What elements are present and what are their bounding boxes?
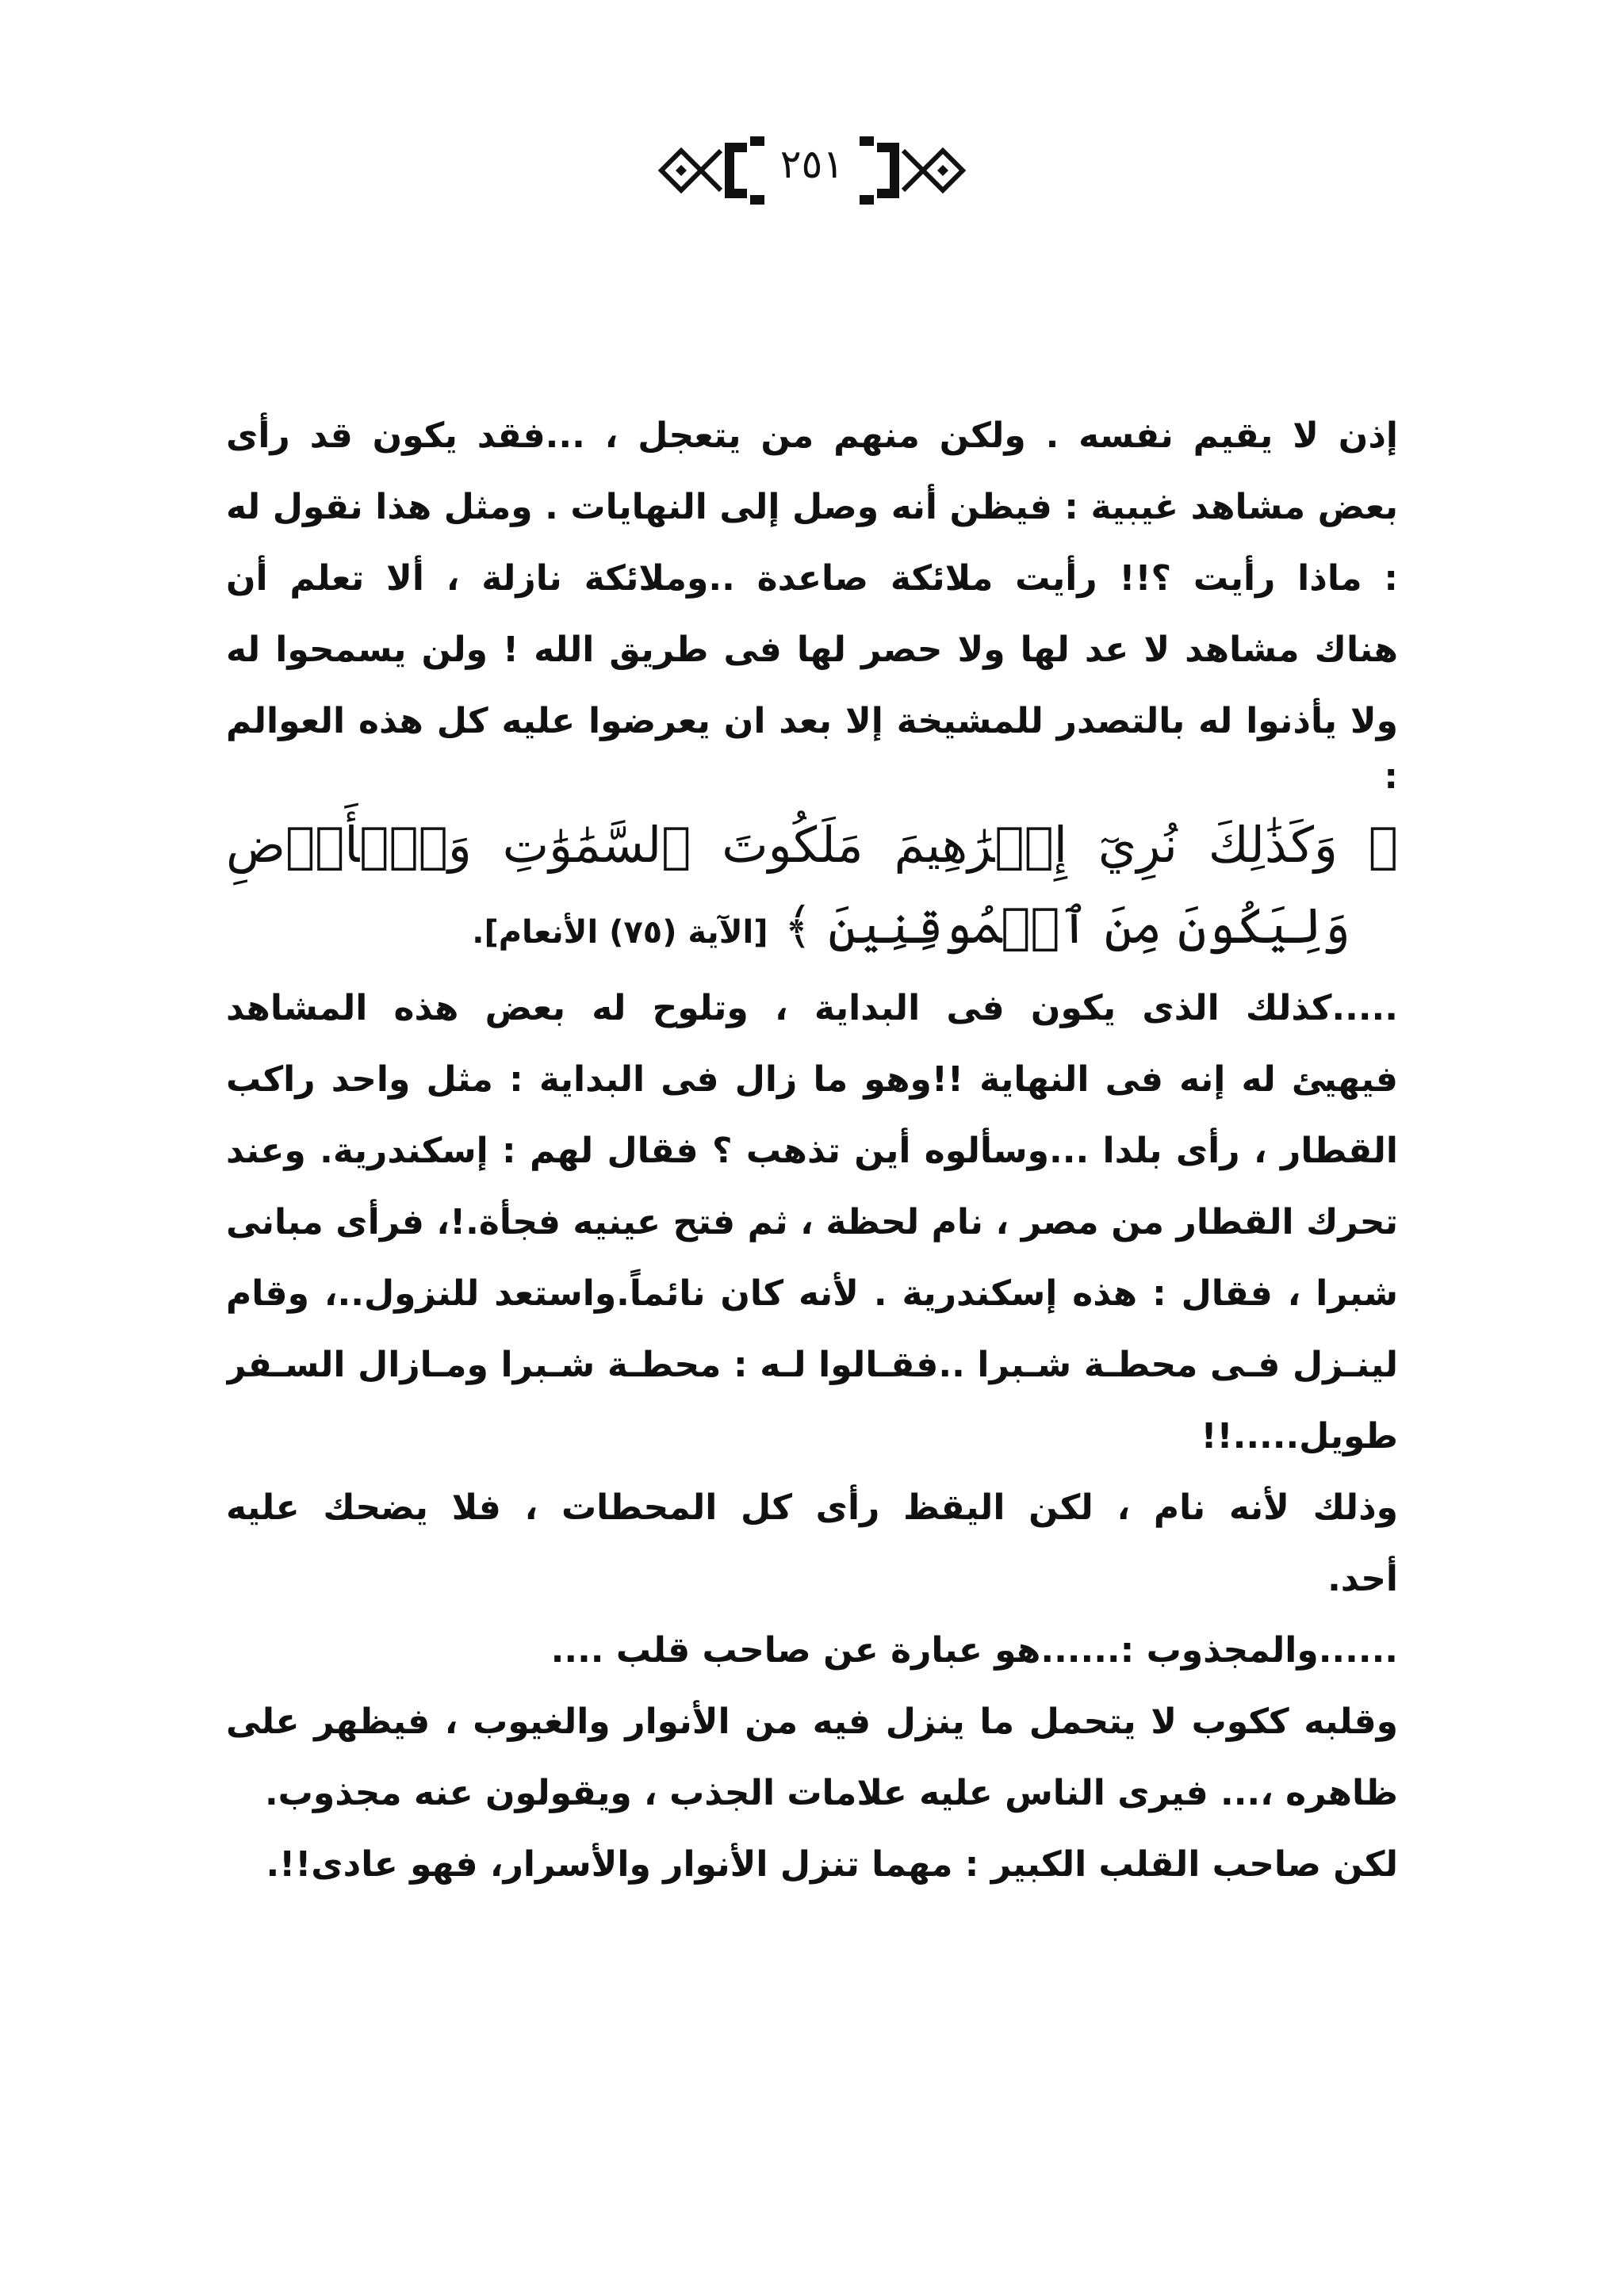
text-line: .....كذلك الذى يكون فى البداية ، وتلوح له بعض هذه المشاهد [226, 988, 1398, 1028]
text-line: ظاهره ،... فيرى الناس عليه علامات الجذب ، ويقولون عنه مجذوب. [264, 1773, 1398, 1813]
page-number: ٢٥١ [779, 141, 845, 187]
text-line: لكن صاحب القلب الكبير : مهما تنزل الأنوار والأسرار، فهو عادى!!. [266, 1844, 1398, 1885]
text-line: : ماذا رأيت ؟!! رأيت ملائكة صاعدة ..وملائكة نازلة ، ألا تعلم أن [226, 558, 1398, 599]
text-line: إذن لا يقيم نفسه . ولكن منهم من يتعجل ، ...فقد يكون قد رأى [226, 415, 1398, 456]
verse-line-2-text: وَلِيَكُونَ مِنَ ٱلۡمُوقِنِينَ ﴾ [783, 897, 1350, 955]
text-line: ......والمجذوب :......هو عبارة عن صاحب قلب .... [550, 1630, 1398, 1671]
header-ornament [645, 119, 979, 222]
paragraph-train-story [226, 973, 1398, 1472]
text-line: طويل.....!! [1201, 1416, 1398, 1457]
paragraph-awake [226, 1472, 1398, 1615]
text-line: القطار ، رأى بلدا ...وسألوه أين تذهب ؟ فقال لهم : إسكندرية. وعند [226, 1131, 1398, 1171]
text-line: ولا يأذنوا له بالتصدر للمشيخة إلا بعد ان يعرضوا عليه كل هذه العوالم [226, 701, 1398, 741]
text-line: بعض مشاهد غيبية : فيظن أنه وصل إلى النهايات . ومثل هذا نقول له [226, 487, 1398, 527]
text-line: شبرا ، فقال : هذه إسكندرية . لأنه كان نائماً.واستعد للنزول..، وقام [226, 1273, 1398, 1314]
text-line: هناك مشاهد لا عد لها ولا حصر لها فى طريق الله ! ولن يسمحوا له [226, 630, 1398, 670]
main-text [226, 400, 1398, 1901]
verse-reference: [الآية (٧٥) الأنعام]. [472, 914, 768, 951]
text-line: أحد. [1327, 1559, 1398, 1599]
text-line: فيهيئ له إنه فى النهاية !!وهو ما زال فى البداية : مثل واحد راكب [226, 1059, 1398, 1100]
page-header [0, 119, 1624, 222]
text-line: وذلك لأنه نام ، لكن اليقظ رأى كل المحطات ، فلا يضحك عليه [226, 1487, 1398, 1528]
paragraph-majdhub [226, 1615, 1398, 1686]
paragraph-intro [226, 400, 1398, 797]
text-line: وقلبه ككوب لا يتحمل ما ينزل فيه من الأنوار والغيوب ، فيظهر على [226, 1702, 1398, 1742]
verse-line-1: ﴿ وَكَذَٰلِكَ نُرِيٓ إِبۡرَٰهِيمَ مَلَكُوتَ ٱلسَّمَٰوَٰتِ وَٱلۡأَرۡضِ [226, 816, 1398, 874]
text-line: لينـزل فـى محطـة شـبرا ..فقـالوا لـه : محطـة شـبرا ومـازال السـفر [226, 1345, 1398, 1385]
quran-verse [226, 805, 1398, 973]
paragraph-heart [226, 1686, 1398, 1901]
verse-line-2 [226, 886, 1398, 973]
text-line: تحرك القطار من مصر ، نام لحظة ، ثم فتح عينيه فجأة.!، فرأى مبانى [226, 1202, 1398, 1242]
text-line: : [1384, 757, 1398, 797]
